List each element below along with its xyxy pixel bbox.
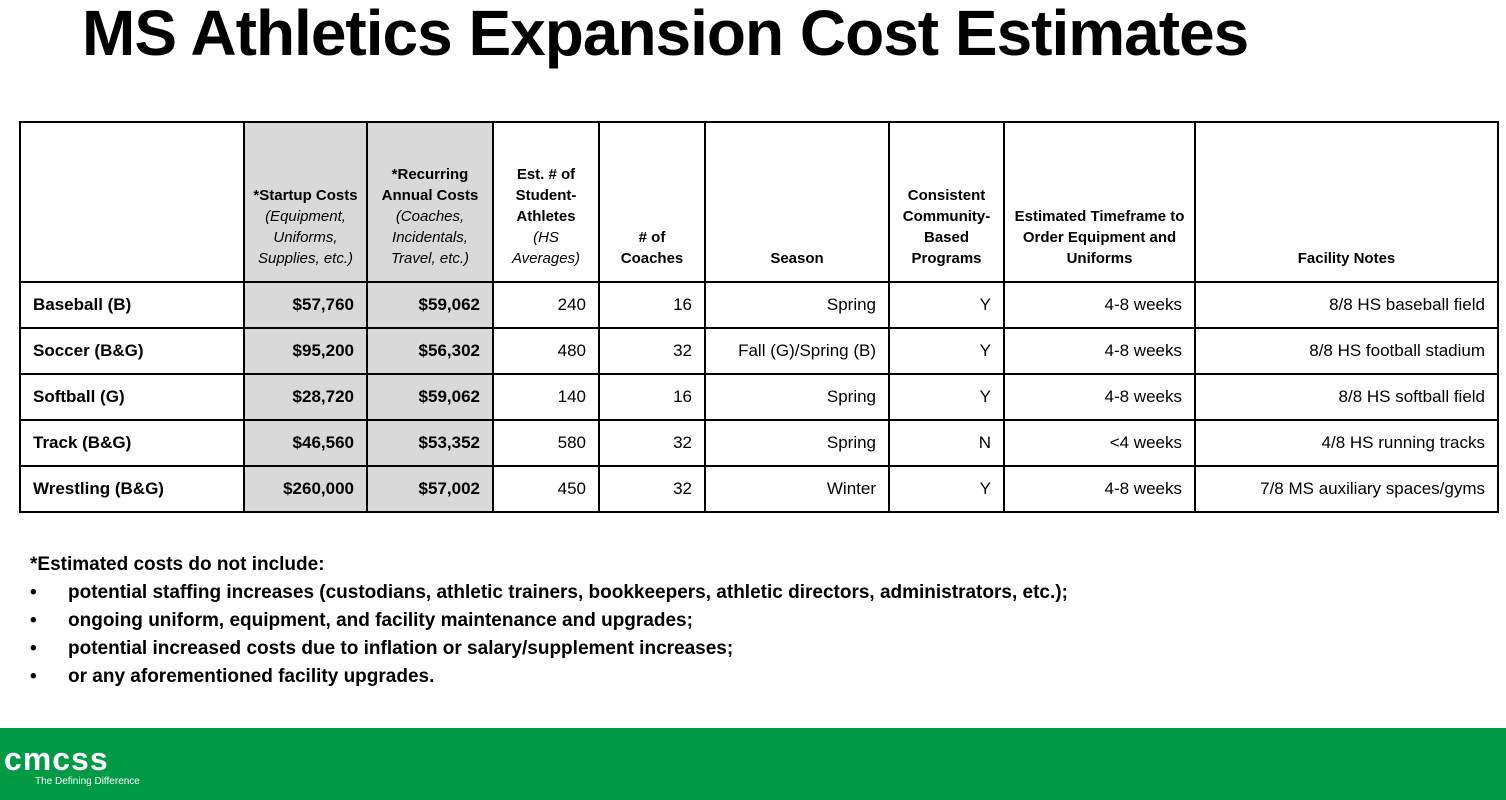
cell-coaches: 16 — [599, 374, 705, 420]
list-item: • potential staffing increases (custodians, athletic trainers, bookkeepers, athletic directors, administrators, etc.); — [30, 579, 1490, 607]
cell-season: Spring — [705, 420, 889, 466]
cell-community: N — [889, 420, 1004, 466]
cell-season: Spring — [705, 374, 889, 420]
header-season: Season — [705, 122, 889, 282]
cell-startup: $28,720 — [244, 374, 367, 420]
cell-season: Spring — [705, 282, 889, 328]
table-row — [20, 282, 1498, 328]
header-startup-sub: (Equipment, Uniforms, Supplies, etc.) — [257, 208, 354, 267]
cell-startup: $260,000 — [244, 466, 367, 512]
cell-recurring: $59,062 — [367, 374, 493, 420]
cell-coaches: 32 — [599, 420, 705, 466]
table-row — [20, 328, 1498, 374]
cost-estimates-table — [19, 121, 1499, 513]
cell-timeframe: 4-8 weeks — [1004, 466, 1195, 512]
cell-timeframe: 4-8 weeks — [1004, 328, 1195, 374]
cell-timeframe: 4-8 weeks — [1004, 374, 1195, 420]
cell-recurring: $57,002 — [367, 466, 493, 512]
cell-facility: 8/8 HS softball field — [1195, 374, 1498, 420]
header-students-title: Est. # of Student-Athletes — [515, 166, 577, 225]
cell-students: 240 — [493, 282, 599, 328]
cell-facility: 8/8 HS football stadium — [1195, 328, 1498, 374]
header-facility-notes: Facility Notes — [1195, 122, 1498, 282]
cell-community: Y — [889, 374, 1004, 420]
table-row — [20, 420, 1498, 466]
cell-facility: 7/8 MS auxiliary spaces/gyms — [1195, 466, 1498, 512]
cell-startup: $46,560 — [244, 420, 367, 466]
cell-students: 450 — [493, 466, 599, 512]
cmcss-logo — [4, 742, 140, 788]
cell-timeframe: <4 weeks — [1004, 420, 1195, 466]
cell-sport: Softball (G) — [20, 374, 244, 420]
header-student-athletes — [493, 122, 599, 282]
header-coaches: # of Coaches — [599, 122, 705, 282]
footnote-heading: *Estimated costs do not include: — [30, 554, 325, 575]
list-item: • or any aforementioned facility upgrades. — [30, 663, 1490, 691]
cell-students: 480 — [493, 328, 599, 374]
cell-coaches: 32 — [599, 328, 705, 374]
list-item: • potential increased costs due to inflation or salary/supplement increases; — [30, 635, 1490, 663]
cell-community: Y — [889, 466, 1004, 512]
cell-coaches: 32 — [599, 466, 705, 512]
cell-recurring: $53,352 — [367, 420, 493, 466]
cell-facility: 8/8 HS baseball field — [1195, 282, 1498, 328]
header-sport — [20, 122, 244, 282]
logo-tagline: The Defining Difference — [35, 776, 140, 787]
header-community-programs: Consistent Community-Based Programs — [889, 122, 1004, 282]
header-students-sub: (HS Averages) — [511, 229, 581, 267]
table-row — [20, 374, 1498, 420]
page-title: MS Athletics Expansion Cost Estimates — [82, 0, 1249, 69]
header-recurring-costs — [367, 122, 493, 282]
cell-sport: Wrestling (B&G) — [20, 466, 244, 512]
footnote-list — [30, 579, 1490, 691]
list-item: • ongoing uniform, equipment, and facility maintenance and upgrades; — [30, 607, 1490, 635]
footer-bar — [0, 728, 1506, 800]
header-timeframe: Estimated Timeframe to Order Equipment and Uniforms — [1004, 122, 1195, 282]
cell-timeframe: 4-8 weeks — [1004, 282, 1195, 328]
cell-season: Fall (G)/Spring (B) — [705, 328, 889, 374]
cell-season: Winter — [705, 466, 889, 512]
cell-facility: 4/8 HS running tracks — [1195, 420, 1498, 466]
table-row — [20, 466, 1498, 512]
cell-coaches: 16 — [599, 282, 705, 328]
cell-students: 580 — [493, 420, 599, 466]
cost-footnotes — [30, 551, 1490, 691]
cell-startup: $95,200 — [244, 328, 367, 374]
cell-recurring: $59,062 — [367, 282, 493, 328]
header-recurring-sub: (Coaches, Incidentals, Travel, etc.) — [390, 208, 470, 267]
header-startup-costs — [244, 122, 367, 282]
cell-sport: Track (B&G) — [20, 420, 244, 466]
cell-recurring: $56,302 — [367, 328, 493, 374]
cell-startup: $57,760 — [244, 282, 367, 328]
cell-sport: Soccer (B&G) — [20, 328, 244, 374]
logo-wordmark: cmcss — [4, 741, 109, 777]
cell-sport: Baseball (B) — [20, 282, 244, 328]
cell-students: 140 — [493, 374, 599, 420]
header-row — [20, 122, 1498, 282]
header-recurring-title: *Recurring Annual Costs — [381, 166, 479, 204]
header-startup-title: *Startup Costs — [253, 187, 358, 204]
cell-community: Y — [889, 328, 1004, 374]
cell-community: Y — [889, 282, 1004, 328]
